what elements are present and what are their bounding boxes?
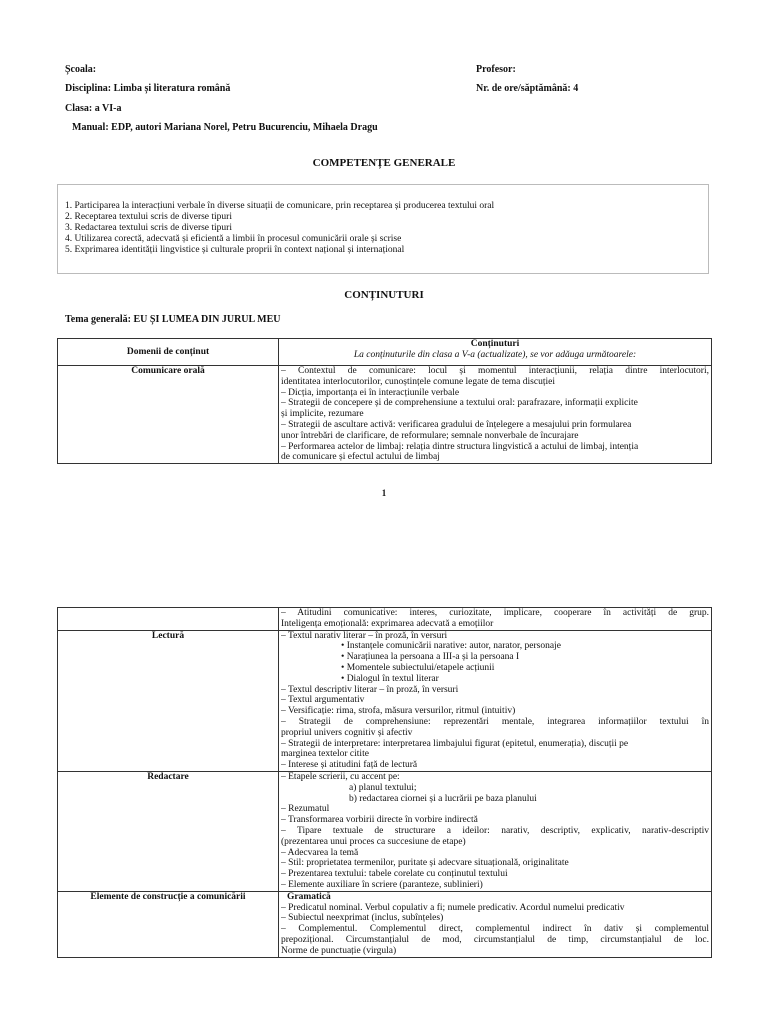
competenta-item: 3. Redactarea textului scris de diverse tipuri (65, 223, 232, 233)
content-line: și implicite, rezumare (281, 409, 364, 420)
content-header (279, 339, 712, 366)
content-cell (279, 608, 712, 631)
gramatica-subhead: Gramatică (287, 891, 331, 902)
content-line: unor întrebări de clarificare, de reformulare; semnale nonverbale de încurajare (281, 430, 579, 441)
content-line: – Strategii de comprehensiune: reprezentări mentale, integrarea informațiilor textului în (281, 716, 709, 727)
competente-title: COMPETENȚE GENERALE (312, 157, 456, 169)
content-header-subtitle: La conținuturile din clasa a V-a (actualizate), se vor adăuga următoarele: (353, 349, 637, 360)
competenta-item: 2. Receptarea textului scris de diverse tipuri (65, 212, 232, 222)
content-line: Inteligența emoțională: exprimarea adecvată a emoțiilor (281, 618, 494, 629)
domain-elemente-constructie: Elemente de construcție a comunicării (58, 891, 279, 957)
content-line: – Etapele scrierii, cu accent pe: (281, 771, 400, 782)
content-line: – Versificație: rima, strofa, măsura versurilor, ritmul (intuitiv) (281, 706, 516, 717)
content-line: – Prezentarea textului: tabele corelate cu conținutul textului (281, 869, 508, 880)
content-line: • Narațiunea la persoana a III-a și la persoana I (341, 652, 520, 663)
content-line: – Strategii de concepere și de comprehensiune a textului oral: parafrazare, informații explicite (281, 398, 638, 409)
content-line: – Predicatul nominal. Verbul copulativ a fi; numele predicativ. Acordul numelui predicativ (281, 902, 625, 913)
domain-redactare: Redactare (58, 771, 279, 891)
school-label: Școala: (65, 64, 97, 75)
content-line: – Elemente auxiliare în scriere (paranteze, sublinieri) (281, 879, 483, 890)
content-cell (279, 366, 712, 464)
teacher-label: Profesor: (476, 64, 516, 75)
content-header-title: Conținuturi (470, 339, 520, 349)
content-line: • Dialogul în textul literar (341, 673, 439, 684)
content-line: • Momentele subiectului/etapele acțiunii (341, 662, 495, 673)
domain-header: Domenii de conținut (58, 339, 279, 366)
content-line: propriul univers cognitiv și afectiv (281, 727, 413, 738)
page-number: 1 (381, 488, 387, 498)
content-line: identitatea interlocutorilor, cunoștințele comune legate de tema discuției (281, 376, 555, 387)
domain-continued (58, 608, 279, 631)
content-line: a) planul textului; (349, 782, 417, 793)
content-line: – Stil: proprietatea termenilor, puritate și adecvare situațională, originalitate (281, 858, 569, 869)
content-line: – Textul argumentativ (281, 695, 365, 706)
content-line: • Instanțele comunicării narative: autor, narator, personaje (341, 641, 561, 652)
content-line: – Performarea actelor de limbaj: relația dintre structura lingvistică a actului de limbaj, intenția (281, 441, 639, 452)
competente-box (57, 184, 709, 274)
content-cell (279, 630, 712, 771)
content-line: Norme de punctuație (virgula) (281, 945, 397, 956)
tema-generala: Tema generală: EU ȘI LUMEA DIN JURUL MEU (65, 314, 281, 325)
hours-label: Nr. de ore/săptămână: 4 (476, 83, 579, 94)
content-line: b) redactarea ciornei și a lucrării pe baza planului (349, 793, 537, 804)
content-line: – Contextul de comunicare: locul și momentul interacțiunii, relația dintre interlocutori, (281, 366, 709, 376)
manual-label: Manual: EDP, autori Mariana Norel, Petru Bucurenciu, Mihaela Dragu (72, 122, 378, 133)
continuturi-title: CONȚINUTURI (344, 289, 424, 301)
grade-label: Clasa: a VI-a (65, 103, 122, 114)
content-line: – Textul narativ literar – în proză, în versuri (281, 630, 448, 641)
content-line: marginea textelor citite (281, 749, 369, 760)
content-cell (279, 771, 712, 891)
competenta-item: 5. Exprimarea identității lingvistice și culturale proprii în context național și internațional (65, 245, 405, 255)
content-line: – Subiectul neexprimat (inclus, subînțeles) (281, 913, 444, 924)
domain-lectura: Lectură (58, 630, 279, 771)
competenta-item: 1. Participarea la interacțiuni verbale în diverse situații de comunicare, prin receptarea și producerea textului oral (65, 201, 495, 211)
content-line: – Strategii de interpretare: interpretarea limbajului figurat (epitetul, enumerația), discuții pe (281, 738, 629, 749)
content-line: – Tipare textuale de structurare a ideilor: narativ, descriptiv, explicativ, narativ-descriptiv (281, 825, 709, 836)
content-line: – Strategii de ascultare activă: verificarea gradului de înțelegere a mesajului prin formularea (281, 419, 632, 430)
page-gap (0, 505, 768, 607)
page-2 (0, 607, 768, 1024)
content-line: – Transformarea vorbirii directe în vorbire indirectă (281, 815, 478, 826)
content-line: – Interese și atitudini față de lectură (281, 760, 418, 771)
content-line: – Dicția, importanța ei în interacțiunile verbale (281, 387, 460, 398)
competenta-item: 4. Utilizarea corectă, adecvată și eficientă a limbii în procesul comunicării orale și scrise (65, 234, 402, 244)
discipline-label: Disciplina: Limba și literatura română (65, 83, 231, 94)
content-cell (279, 891, 712, 957)
continuturi-table-1 (57, 338, 712, 464)
continuturi-table-2 (57, 607, 712, 958)
content-line: – Complementul. Complementul direct, complementul indirect în dativ și complementul (281, 924, 709, 935)
content-line: – Atitudini comunicative: interes, curiozitate, implicare, cooperare în activități de grup. (281, 608, 709, 618)
page-1 (0, 0, 768, 505)
content-line: – Adecvarea la temă (281, 847, 359, 858)
content-line: (prezentarea unui proces ca succesiune de etape) (281, 836, 466, 847)
content-line: – Textul descriptiv literar – în proză, în versuri (281, 684, 459, 695)
content-line: prepozițional. Circumstanțialul de mod, circumstanțialul de timp, circumstanțialul de loc. (281, 934, 709, 945)
content-line: – Rezumatul (281, 804, 330, 815)
content-line: de comunicare și efectul actului de limbaj (281, 452, 440, 463)
domain-comunicare-orala: Comunicare orală (58, 366, 279, 464)
